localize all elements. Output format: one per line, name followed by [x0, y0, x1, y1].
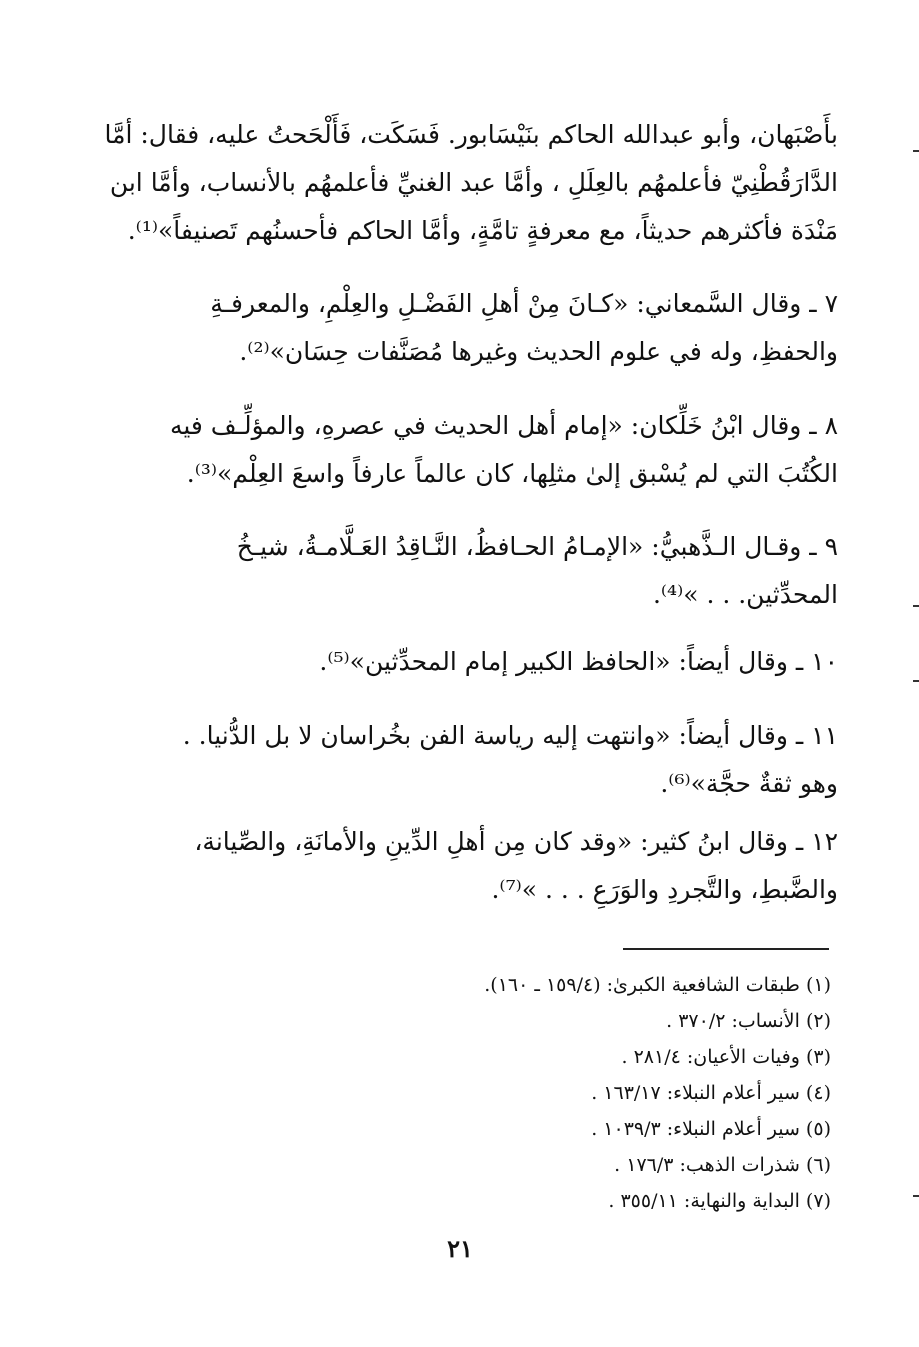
body-line: المحدِّثين. . . »⁽⁴⁾.	[652, 580, 838, 609]
footnote-separator	[623, 948, 829, 950]
page-number: ٢١	[447, 1234, 473, 1263]
footnote: (١) طبقات الشافعية الكبرىٰ: (١٥٩/٤ ـ ١٦٠).	[484, 974, 831, 996]
body-line: مَنْدَة فأكثرهم حديثاً، مع معرفةٍ تامَّةٍ، وأمَّا الحاكم فأحسنُهم تَصنيفاً»⁽¹⁾.	[127, 216, 838, 245]
body-line: ٧ ـ وقال السَّمعاني: «كـانَ مِنْ أهلِ الفَضْـلِ والعِلْمِ، والمعرفـةِ	[210, 289, 838, 318]
margin-mark	[913, 150, 919, 152]
margin-mark	[913, 1195, 919, 1197]
margin-mark	[913, 605, 919, 607]
footnote: (٥) سير أعلام النبلاء: ١٠٣٩/٣ .	[591, 1118, 831, 1140]
body-line: الدَّارَقُطْنِيّ فأعلمهُم بالعِلَلِ ، وأمَّا عبد الغنيِّ فأعلمهُم بالأنساب، وأمَّا ابن	[109, 168, 838, 197]
footnote: (٢) الأنساب: ٣٧٠/٢ .	[666, 1010, 831, 1032]
footnote: (٧) البداية والنهاية: ٣٥٥/١١ .	[608, 1190, 831, 1212]
body-line: الكُتُبَ التي لم يُسْبق إلىٰ مثلِها، كان عالماً عارفاً واسعَ العِلْم»⁽³⁾.	[186, 459, 838, 488]
body-line: ٨ ـ وقال ابْنُ خَلِّكان: «إمام أهل الحديث في عصرهِ، والمؤلِّـف فيه	[169, 411, 838, 440]
footnote: (٤) سير أعلام النبلاء: ١٦٣/١٧ .	[591, 1082, 831, 1104]
body-line: بأَصْبَهان، وأبو عبدالله الحاكم بنَيْسَابور. فَسَكَت، فَأَلْحَحتُ عليه، فقال: أمَّا	[104, 120, 838, 149]
margin-mark	[913, 680, 919, 682]
body-line: ١٠ ـ وقال أيضاً: «الحافظ الكبير إمام المحدِّثين»⁽⁵⁾.	[319, 647, 838, 676]
body-line: ١٢ ـ وقال ابنُ كثير: «وقد كان مِن أهلِ الدِّينِ والأمانَةِ، والصِّيانة،	[194, 827, 838, 856]
footnote: (٣) وفيات الأعيان: ٢٨١/٤ .	[621, 1046, 831, 1068]
body-line: ١١ ـ وقال أيضاً: «وانتهت إليه رياسة الفن بخُراسان لا بل الدُّنيا. .	[182, 721, 838, 750]
footnote: (٦) شذرات الذهب: ١٧٦/٣ .	[614, 1154, 831, 1176]
body-line: ٩ ـ وقـال الـذَّهبيُّ: «الإمـامُ الحـافظُ، النَّـاقِدُ العَـلَّامـةُ، شيـخُ	[236, 532, 838, 561]
body-line: والضَّبطِ، والتَّجردِ والوَرَعِ . . . »⁽⁷⁾.	[491, 875, 838, 904]
body-line: والحفظِ، وله في علوم الحديث وغيرها مُصَنَّفات حِسَان»⁽²⁾.	[239, 337, 838, 366]
body-line: وهو ثقةٌ حجَّة»⁽⁶⁾.	[660, 769, 838, 798]
